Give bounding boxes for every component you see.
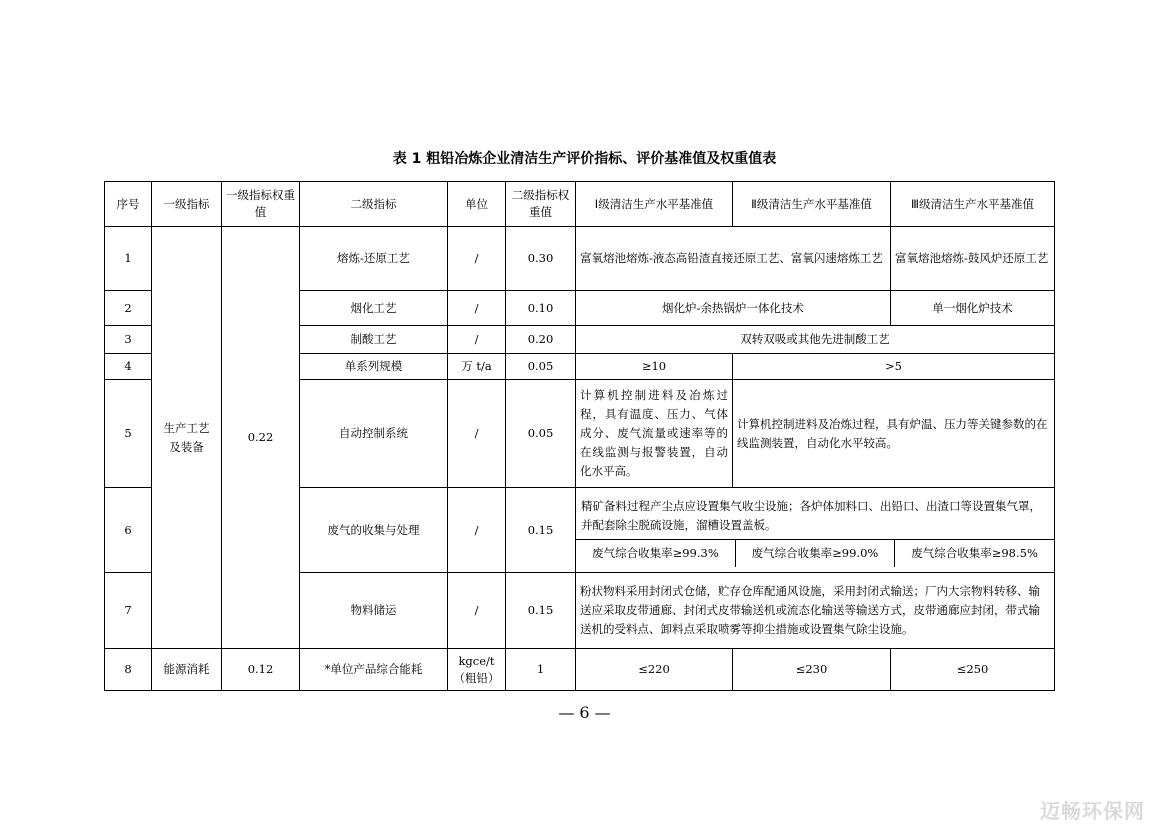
cell-common-requirement: 精矿备料过程产尘点应设置集气收尘设施；各炉体加料口、出铅口、出渣口等设置集气罩，并配套除尘脱硫设施，溜槽设置盖板。 bbox=[576, 493, 1054, 539]
table-row bbox=[105, 649, 1055, 691]
cell-grade3: 废气综合收集率≥98.5% bbox=[895, 539, 1054, 566]
cell-grade1: ≤220 bbox=[576, 649, 733, 691]
cell-seq: 7 bbox=[105, 573, 152, 649]
cell-weight: 0.20 bbox=[506, 326, 576, 354]
cell-unit: / bbox=[448, 488, 506, 573]
cell-indicator: 烟化工艺 bbox=[300, 291, 448, 326]
cell-unit: / bbox=[448, 326, 506, 354]
cell-weight: 0.10 bbox=[506, 291, 576, 326]
header-grade1: Ⅰ级清洁生产水平基准值 bbox=[576, 182, 733, 227]
cell-level1-weight-group2: 0.12 bbox=[222, 649, 300, 691]
header-level1-weight: 一级指标权重值 bbox=[222, 182, 300, 227]
cell-indicator: 物料储运 bbox=[300, 573, 448, 649]
evaluation-table bbox=[104, 181, 1055, 691]
cell-grade2: ≤230 bbox=[733, 649, 891, 691]
cell-level1-group2: 能源消耗 bbox=[152, 649, 222, 691]
nested-grade-table bbox=[576, 493, 1054, 567]
cell-grade12: 富氧熔池熔炼-液态高铅渣直接还原工艺、富氧闪速熔炼工艺 bbox=[576, 227, 891, 291]
cell-grade3: ≤250 bbox=[891, 649, 1055, 691]
header-level2: 二级指标 bbox=[300, 182, 448, 227]
cell-level1-group1: 生产工艺及装备 bbox=[152, 227, 222, 649]
cell-weight: 1 bbox=[506, 649, 576, 691]
cell-unit: / bbox=[448, 573, 506, 649]
cell-seq: 3 bbox=[105, 326, 152, 354]
watermark: 迈畅环保网 bbox=[1040, 799, 1145, 823]
cell-grade1: 废气综合收集率≥99.3% bbox=[592, 545, 719, 560]
cell-weight: 0.15 bbox=[506, 573, 576, 649]
cell-unit: 万 t/a bbox=[448, 354, 506, 380]
header-grade2: Ⅱ级清洁生产水平基准值 bbox=[733, 182, 891, 227]
header-seq: 序号 bbox=[105, 182, 152, 227]
cell-grade123: 粉状物料采用封闭式仓储，贮存仓库配通风设施，采用封闭式输送；厂内大宗物料转移、输送应采取皮带通廊、封闭式皮带输送机或流态化输送等输送方式，皮带通廊应封闭，带式输送机的受料点、卸料点采取喷雾等抑尘措施或设置集气除尘设施。 bbox=[576, 573, 1055, 649]
cell-unit: / bbox=[448, 227, 506, 291]
cell-grade23: 计算机控制进料及冶炼过程，具有炉温、压力等关键参数的在线监测装置，自动化水平较高。 bbox=[733, 380, 1055, 488]
cell-grade123: 双转双吸或其他先进制酸工艺 bbox=[576, 326, 1055, 354]
cell-seq: 6 bbox=[105, 488, 152, 573]
cell-unit bbox=[448, 649, 506, 691]
cell-unit: / bbox=[448, 291, 506, 326]
cell-indicator: *单位产品综合能耗 bbox=[300, 649, 448, 691]
table-title: 表 1 粗铅冶炼企业清洁生产评价指标、评价基准值及权重值表 bbox=[392, 151, 777, 167]
header-level2-weight: 二级指标权重值 bbox=[506, 182, 576, 227]
header-row bbox=[105, 182, 1055, 227]
header-level1: 一级指标 bbox=[152, 182, 222, 227]
unit-line2: （粗铅） bbox=[453, 670, 500, 685]
cell-seq: 4 bbox=[105, 354, 152, 380]
cell-indicator: 制酸工艺 bbox=[300, 326, 448, 354]
cell-weight: 0.15 bbox=[506, 488, 576, 573]
header-unit: 单位 bbox=[448, 182, 506, 227]
cell-indicator: 自动控制系统 bbox=[300, 380, 448, 488]
page-number: — 6 — bbox=[558, 703, 611, 722]
cell-seq: 2 bbox=[105, 291, 152, 326]
header-grade3: Ⅲ级清洁生产水平基准值 bbox=[891, 182, 1055, 227]
cell-grade1: ≥10 bbox=[576, 354, 733, 380]
cell-weight: 0.05 bbox=[506, 380, 576, 488]
cell-indicator: 熔炼-还原工艺 bbox=[300, 227, 448, 291]
table-row bbox=[105, 227, 1055, 291]
cell-grade2: 废气综合收集率≥99.0% bbox=[735, 539, 894, 566]
cell-grade1: 计算机控制进料及冶炼过程，具有温度、压力、气体成分、废气流量或速率等的在线监测与报警装置，自动化水平高。 bbox=[576, 380, 733, 488]
cell-grade12: 烟化炉-余热锅炉一体化技术 bbox=[576, 291, 891, 326]
cell-weight: 0.05 bbox=[506, 354, 576, 380]
cell-seq: 8 bbox=[105, 649, 152, 691]
cell-seq: 5 bbox=[105, 380, 152, 488]
cell-grade23: >5 bbox=[733, 354, 1055, 380]
cell-unit: / bbox=[448, 380, 506, 488]
cell-level1-weight-group1: 0.22 bbox=[222, 227, 300, 649]
cell-grade-block bbox=[576, 488, 1055, 573]
cell-weight: 0.30 bbox=[506, 227, 576, 291]
cell-grade3: 单一烟化炉技术 bbox=[891, 291, 1055, 326]
cell-indicator: 单系列规模 bbox=[300, 354, 448, 380]
cell-seq: 1 bbox=[105, 227, 152, 291]
cell-indicator: 废气的收集与处理 bbox=[300, 488, 448, 573]
unit-line1: kgce/t bbox=[458, 654, 495, 669]
cell-grade3: 富氧熔池熔炼-鼓风炉还原工艺 bbox=[891, 227, 1055, 291]
